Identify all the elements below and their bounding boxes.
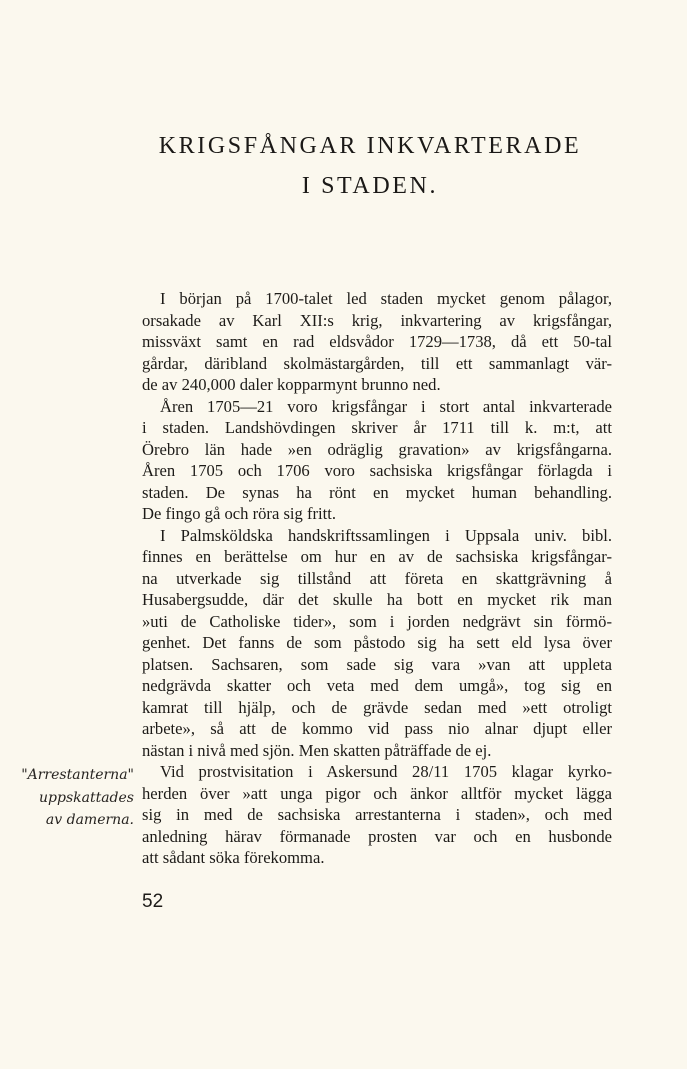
text-line: nästan i nivå med sjön. Men skatten påträffade de ej.	[142, 740, 492, 760]
text-line: Åren 1705 och 1706 voro sachsiska krigsfångar förlagda i	[142, 461, 612, 480]
text-line: na utverkade sig tillstånd att företa en skattgrävning å	[142, 568, 612, 588]
chapter-title-line-2: I STADEN.	[301, 173, 439, 199]
text-line: kamrat till hjälp, och de grävde sedan med »ett otroligt	[142, 697, 612, 717]
text-line: staden. De synas ha rönt en mycket human behandling.	[142, 482, 612, 502]
margin-note-line: "Arrestanterna"	[21, 767, 134, 783]
text-line: Husabergsudde, där det skulle ha bott en mycket rik man	[142, 590, 612, 609]
text-line: sig in med de sachsiska arrestanterna i staden», och med	[142, 805, 612, 824]
text-line: De fingo gå och röra sig fritt.	[142, 504, 336, 523]
text-line: »uti de Catholiske tider», som i jorden nedgrävt sin förmö-	[142, 611, 612, 631]
text-line: genhet. Det fanns de som påstodo sig ha sett eld lysa över	[142, 633, 612, 652]
margin-note-line: av damerna.	[45, 812, 134, 828]
text-line: I Palmsköldska handskriftssamlingen i Uppsala univ. bibl.	[160, 525, 612, 545]
text-line: nedgrävda skatter och veta med dem umgå», tog sig en	[142, 676, 612, 695]
text-line: de av 240,000 daler kopparmynt brunno ned.	[142, 375, 441, 394]
text-line: missväxt samt en rad eldsvådor 1729—1738, då ett 50-tal	[142, 332, 612, 351]
page-number: 52	[142, 891, 164, 912]
text-line: orsakade av Karl XII:s krig, inkvartering av krigsfångar,	[142, 310, 612, 330]
text-line: Örebro län hade »en odräglig gravation» av krigsfångarna.	[142, 439, 612, 459]
text-line: platsen. Sachsaren, som sade sig vara »van att uppleta	[142, 654, 612, 674]
text-line: anledning härav förmanade prosten var och en husbonde	[142, 826, 612, 846]
text-line: herden över »att unga pigor och änkor alltför mycket lägga	[142, 783, 612, 803]
margin-note	[4, 764, 134, 832]
margin-note-line: uppskattades	[39, 789, 134, 806]
chapter-title-line-1: KRIGSFÅNGAR INKVARTERADE	[158, 133, 582, 159]
text-line: arbete», så att de kommo vid pass nio alnar djupt eller	[142, 719, 612, 738]
text-line: Vid prostvisitation i Askersund 28/11 1705 klagar kyrko-	[160, 762, 612, 781]
text-line: gårdar, däribland skolmästargården, till ett sammanlagt vär-	[142, 353, 612, 373]
body-text	[142, 288, 612, 869]
text-line: att sådant söka förekomma.	[142, 848, 325, 867]
text-line: I början på 1700-talet led staden mycket genom pålagor,	[160, 289, 612, 308]
text-line: finnes en berättelse om hur en av de sachsiska krigsfångar-	[142, 547, 612, 566]
text-line: i staden. Landshövdingen skriver år 1711 till k. m:t, att	[142, 418, 612, 437]
text-line: Åren 1705—21 voro krigsfångar i stort antal inkvarterade	[160, 396, 612, 416]
